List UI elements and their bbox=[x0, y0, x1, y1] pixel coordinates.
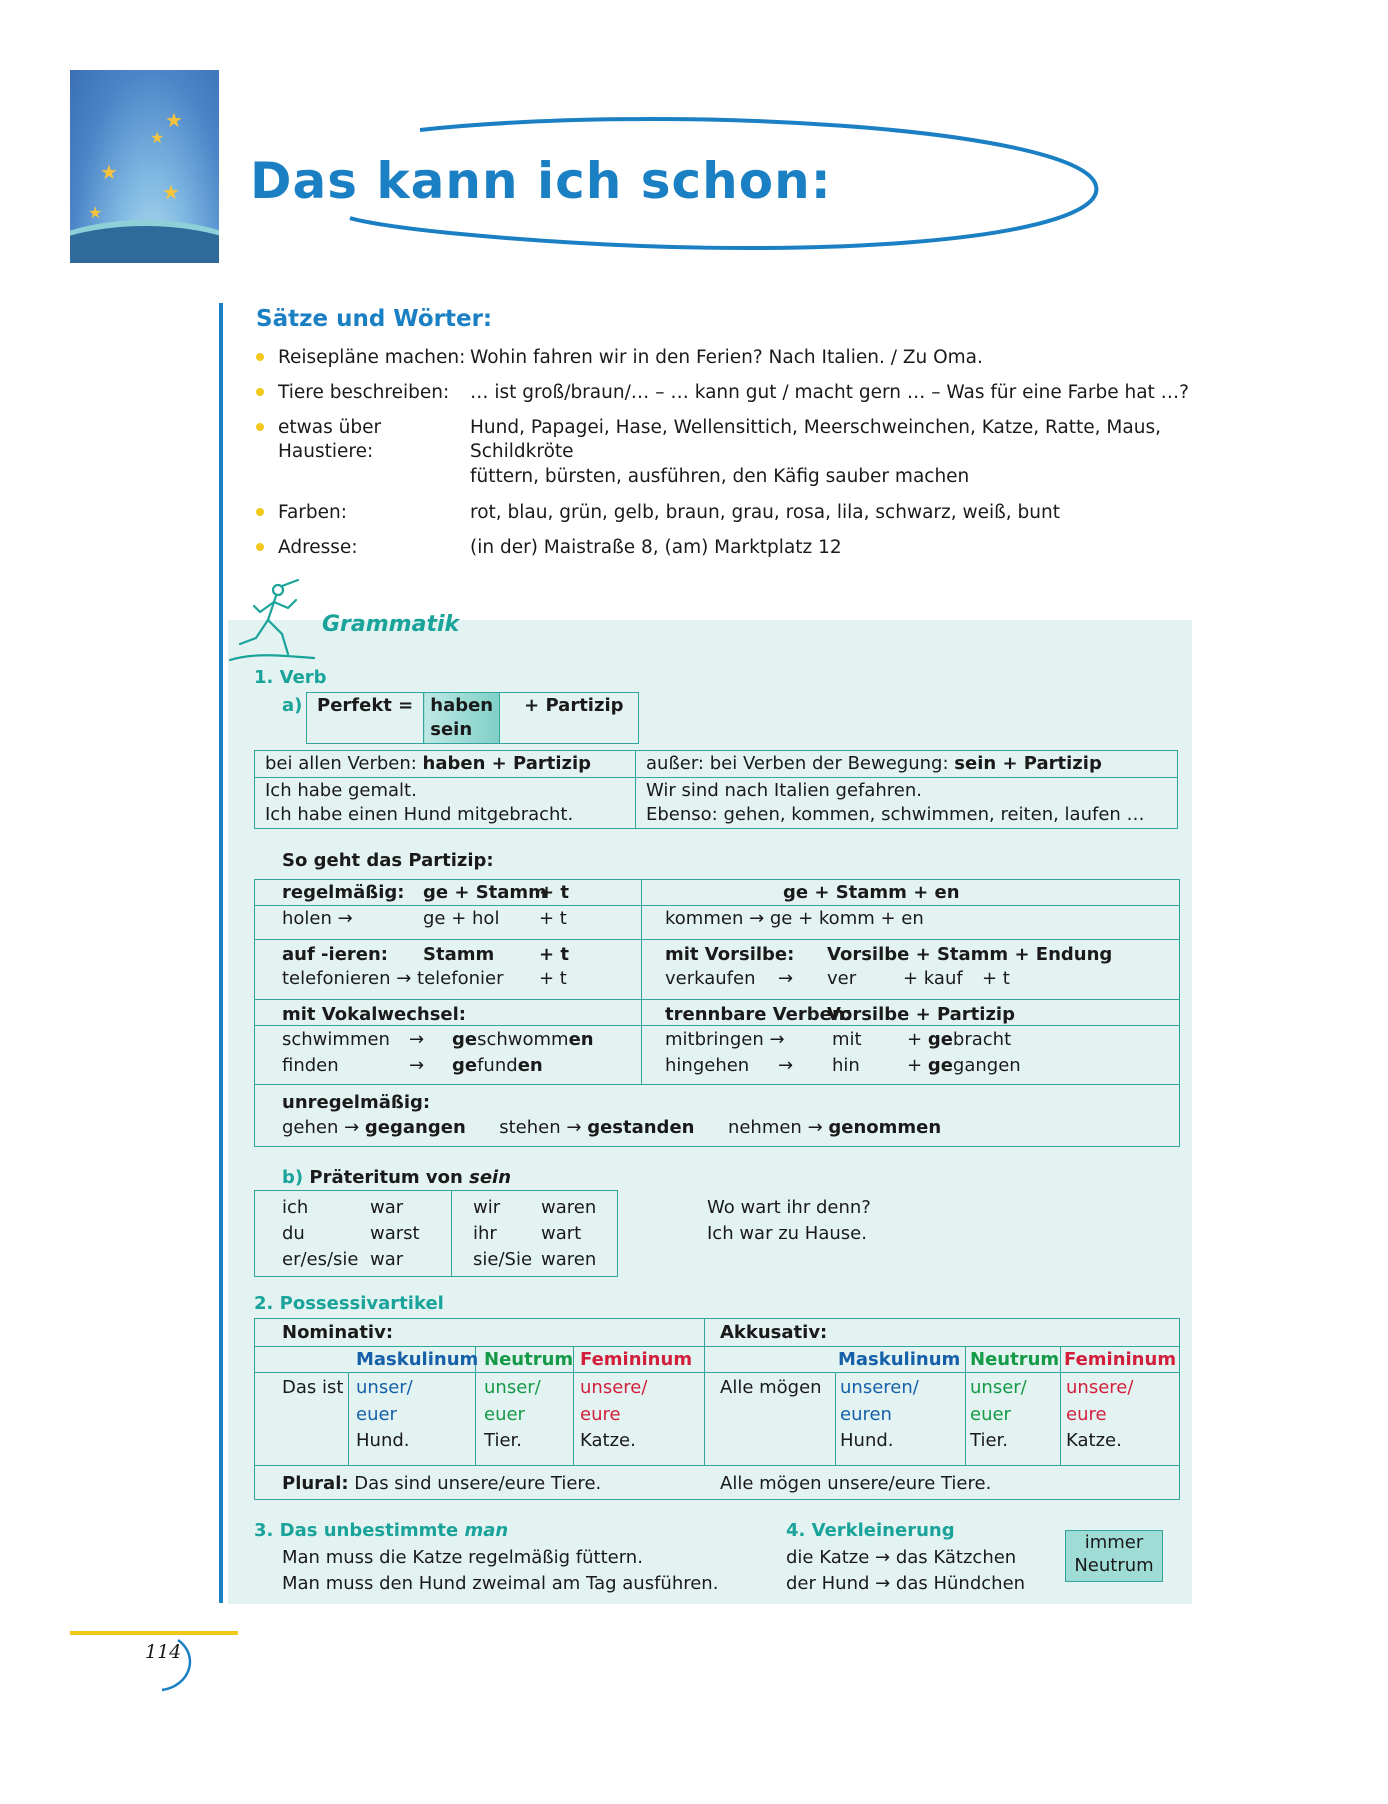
neutrum-note-box bbox=[1065, 1530, 1163, 1582]
divider bbox=[573, 1347, 574, 1465]
example-ver: ver bbox=[827, 968, 857, 989]
maskulinum-header: Maskulinum bbox=[838, 1349, 961, 1370]
akk-neut-form: euer bbox=[970, 1404, 1011, 1425]
verb-form: war bbox=[370, 1249, 404, 1270]
bullet-text: Hund, Papagei, Hase, Wellensittich, Meerschweinchen, Katze, Ratte, Maus, Schildkröte bbox=[470, 417, 1161, 462]
example-schwimmen: schwimmen bbox=[282, 1029, 390, 1050]
example-hin: hin bbox=[832, 1055, 860, 1076]
note-text: Neutrum bbox=[1074, 1555, 1154, 1576]
verb-form: warst bbox=[370, 1223, 420, 1244]
example-telefonieren: telefonieren → telefonier bbox=[282, 968, 504, 989]
verb-heading: 1. Verb bbox=[254, 667, 327, 688]
regular-en-formula: ge + Stamm + en bbox=[783, 882, 960, 903]
prefix-ge: ge bbox=[452, 1029, 478, 1050]
unreg-verb: nehmen → bbox=[727, 1117, 829, 1138]
akk-fem-noun: Katze. bbox=[1066, 1430, 1122, 1451]
suffix: en bbox=[568, 1029, 594, 1050]
man-heading bbox=[254, 1520, 508, 1541]
bullet-label: Tiere beschreiben: bbox=[278, 382, 450, 403]
pronoun: du bbox=[282, 1223, 305, 1244]
bullet-label: Adresse: bbox=[278, 537, 358, 558]
prefix-ge: ge bbox=[927, 1055, 953, 1076]
nom-mask-form: unser/ bbox=[356, 1377, 413, 1398]
star-icon: ★ bbox=[100, 160, 118, 184]
pronoun: ihr bbox=[473, 1223, 497, 1244]
example-mitbringen: mitbringen → bbox=[665, 1029, 785, 1050]
globe-arc bbox=[70, 220, 219, 263]
arrow: → bbox=[778, 968, 794, 989]
unreg-partizip: gestanden bbox=[587, 1117, 695, 1138]
plural-row bbox=[282, 1472, 601, 1496]
unreg-examples bbox=[282, 1116, 941, 1140]
left-head-text: bei allen Verben: bbox=[265, 753, 423, 774]
partizip-label: + Partizip bbox=[500, 693, 638, 744]
plus: + bbox=[907, 1055, 928, 1076]
arrow: → bbox=[409, 1029, 425, 1050]
prefix-ge: ge bbox=[452, 1055, 478, 1076]
example-text: Wo wart ihr denn? bbox=[707, 1197, 871, 1218]
plus: + bbox=[907, 1029, 928, 1050]
akk-fem-form: unsere/ bbox=[1066, 1377, 1134, 1398]
prefix-ge: ge bbox=[927, 1029, 953, 1050]
bullet-dot bbox=[256, 543, 264, 551]
example-kauf-t: + t bbox=[982, 968, 1010, 989]
partizip-heading: So geht das Partizip: bbox=[282, 850, 494, 871]
regular-formula: ge + Stamm bbox=[423, 882, 547, 903]
star-icon: ★ bbox=[150, 128, 165, 147]
example-text: Man muss die Katze regelmäßig füttern. bbox=[282, 1547, 643, 1568]
example-text: Ebenso: gehen, kommen, schwimmen, reiten, laufen … bbox=[646, 804, 1145, 825]
bullet-text: Wohin fahren wir in den Ferien? Nach Italien. / Zu Oma. bbox=[470, 347, 983, 368]
femininum-header: Femininum bbox=[580, 1349, 693, 1370]
bullet-label: Farben: bbox=[278, 502, 347, 523]
regular-t: + t bbox=[539, 882, 569, 903]
verb-form: waren bbox=[541, 1249, 597, 1270]
grammar-title bbox=[322, 612, 459, 637]
perfekt-table bbox=[306, 692, 639, 744]
haben-sein-cell bbox=[424, 693, 500, 744]
divider bbox=[255, 999, 1179, 1000]
vorsilbe-formula: Vorsilbe + Stamm + Endung bbox=[827, 944, 1113, 965]
akk-neut-form: unser/ bbox=[970, 1377, 1027, 1398]
example-holen: holen → bbox=[282, 908, 353, 929]
pronoun: sie/Sie bbox=[473, 1249, 533, 1270]
nom-fem-form: unsere/ bbox=[580, 1377, 648, 1398]
example-mit: mit bbox=[832, 1029, 862, 1050]
bullet-dot bbox=[256, 508, 264, 516]
divider bbox=[255, 939, 1179, 940]
stem: schwomm bbox=[477, 1029, 569, 1050]
arrow: → bbox=[778, 1055, 794, 1076]
pronoun: wir bbox=[473, 1197, 501, 1218]
left-examples bbox=[255, 778, 636, 829]
ieren-stamm: Stamm bbox=[423, 944, 495, 965]
right-examples bbox=[636, 778, 1178, 829]
akk-mask-noun: Hund. bbox=[840, 1430, 894, 1451]
page-number: 114 bbox=[145, 1641, 182, 1663]
bullet-text: … ist groß/braun/… – … kann gut / macht gern … – Was für eine Farbe hat …? bbox=[470, 382, 1189, 403]
pronoun: ich bbox=[282, 1197, 309, 1218]
example-kommen: kommen → ge + komm + en bbox=[665, 908, 924, 929]
divider bbox=[255, 1346, 1179, 1347]
neutrum-header: Neutrum bbox=[484, 1349, 574, 1370]
right-head bbox=[636, 751, 1178, 778]
example-hingehen: hingehen bbox=[665, 1055, 750, 1076]
unreg-partizip: genommen bbox=[828, 1117, 942, 1138]
pronoun: er/es/sie bbox=[282, 1249, 359, 1270]
akk-fem-form: eure bbox=[1066, 1404, 1107, 1425]
perfekt-label: Perfekt = bbox=[307, 693, 424, 744]
example-text: der Hund → das Hündchen bbox=[786, 1573, 1026, 1594]
praeteritum-heading-em: sein bbox=[469, 1167, 512, 1188]
star-icon: ★ bbox=[162, 180, 180, 204]
example-kauf: + kauf bbox=[903, 968, 963, 989]
star-icon: ★ bbox=[88, 203, 103, 222]
verb-form: wart bbox=[541, 1223, 582, 1244]
regular-label: regelmäßig: bbox=[282, 882, 405, 903]
suffix: en bbox=[517, 1055, 543, 1076]
divider bbox=[451, 1191, 452, 1276]
note-text: immer bbox=[1084, 1532, 1144, 1553]
divider bbox=[1060, 1347, 1061, 1465]
verb-form: waren bbox=[541, 1197, 597, 1218]
example-text: Wir sind nach Italien gefahren. bbox=[646, 780, 923, 801]
divider bbox=[835, 1372, 836, 1465]
example-text: die Katze → das Kätzchen bbox=[786, 1547, 1017, 1568]
right-head-bold: sein + Partizip bbox=[954, 753, 1102, 774]
b-label: b) bbox=[282, 1167, 304, 1188]
partizip-gegangen bbox=[907, 1054, 1021, 1078]
nominativ-label: Nominativ: bbox=[282, 1322, 394, 1343]
akk-mask-form: unseren/ bbox=[840, 1377, 919, 1398]
verb-form: war bbox=[370, 1197, 404, 1218]
example-telefonieren-t: + t bbox=[539, 968, 567, 989]
possessiv-heading: 2. Possessivartikel bbox=[254, 1293, 444, 1314]
section-heading: Sätze und Wörter: bbox=[256, 306, 493, 332]
example-verkaufen: verkaufen bbox=[665, 968, 756, 989]
example-text: Man muss den Hund zweimal am Tag ausführen. bbox=[282, 1573, 719, 1594]
nom-neut-form: euer bbox=[484, 1404, 525, 1425]
bullet-label: Reisepläne machen: bbox=[278, 347, 466, 368]
page-title: Das kann ich schon: bbox=[250, 152, 832, 210]
nom-fem-form: eure bbox=[580, 1404, 621, 1425]
ieren-t: + t bbox=[539, 944, 569, 965]
partizip-gebracht bbox=[907, 1028, 1011, 1052]
divider bbox=[965, 1347, 966, 1465]
left-head-bold: haben + Partizip bbox=[422, 753, 592, 774]
bullet-text: (in der) Maistraße 8, (am) Marktplatz 12 bbox=[470, 537, 842, 558]
divider bbox=[704, 1319, 705, 1465]
trenn-formula: Vorsilbe + Partizip bbox=[827, 1004, 1015, 1025]
stem: gangen bbox=[952, 1055, 1021, 1076]
vokal-label: mit Vokalwechsel: bbox=[282, 1004, 467, 1025]
plural-label: Plural: bbox=[282, 1473, 349, 1494]
maskulinum-header: Maskulinum bbox=[356, 1349, 479, 1370]
ieren-label: auf -ieren: bbox=[282, 944, 389, 965]
bullet-label: etwas über Haustiere: bbox=[278, 417, 382, 462]
arrow: → bbox=[409, 1055, 425, 1076]
unreg-verb: gehen → bbox=[282, 1117, 365, 1138]
bullet-dot bbox=[256, 423, 264, 431]
neutrum-header: Neutrum bbox=[970, 1349, 1060, 1370]
star-icon: ★ bbox=[165, 108, 183, 132]
nom-mask-form: euer bbox=[356, 1404, 397, 1425]
stem: fund bbox=[477, 1055, 518, 1076]
a-label: a) bbox=[282, 695, 303, 716]
unreg-label: unregelmäßig: bbox=[282, 1092, 431, 1113]
example-holen-ge: ge + hol bbox=[423, 908, 500, 929]
divider bbox=[348, 1372, 349, 1465]
footer-line bbox=[70, 1631, 238, 1635]
sein-text: sein bbox=[430, 719, 473, 740]
example-text: Ich habe einen Hund mitgebracht. bbox=[265, 804, 574, 825]
example-finden: finden bbox=[282, 1055, 339, 1076]
man-heading-em: man bbox=[464, 1520, 509, 1541]
plural-example: Alle mögen unsere/eure Tiere. bbox=[720, 1473, 992, 1494]
divider bbox=[255, 905, 1179, 906]
bullet-dot bbox=[256, 388, 264, 396]
example-text: Ich habe gemalt. bbox=[265, 780, 417, 801]
stem: bracht bbox=[952, 1029, 1012, 1050]
left-rule bbox=[219, 303, 223, 1603]
nom-neut-noun: Tier. bbox=[484, 1430, 522, 1451]
alle-moegen-label: Alle mögen bbox=[720, 1377, 822, 1398]
unreg-verb: stehen → bbox=[499, 1117, 588, 1138]
verkleinerung-heading: 4. Verkleinerung bbox=[786, 1520, 955, 1541]
praeteritum-heading bbox=[282, 1167, 511, 1188]
nom-mask-noun: Hund. bbox=[356, 1430, 410, 1451]
nom-fem-noun: Katze. bbox=[580, 1430, 636, 1451]
runner-icon bbox=[226, 578, 316, 668]
bullet-dot bbox=[256, 353, 264, 361]
right-head-text: außer: bei Verben der Bewegung: bbox=[646, 753, 955, 774]
example-text: Ich war zu Hause. bbox=[707, 1223, 867, 1244]
trenn-label: trennbare Verben: bbox=[665, 1004, 852, 1025]
haben-sein-table bbox=[254, 750, 1178, 829]
left-head bbox=[255, 751, 636, 778]
nom-neut-form: unser/ bbox=[484, 1377, 541, 1398]
corner-illustration bbox=[70, 70, 219, 263]
vorsilbe-label: mit Vorsilbe: bbox=[665, 944, 795, 965]
example-holen-t: + t bbox=[539, 908, 567, 929]
akkusativ-label: Akkusativ: bbox=[720, 1322, 828, 1343]
unreg-partizip: gegangen bbox=[364, 1117, 466, 1138]
grammar-title-text: Grammatik bbox=[322, 612, 460, 637]
femininum-header: Femininum bbox=[1064, 1349, 1177, 1370]
partizip-geschwommen bbox=[452, 1028, 594, 1052]
bullet-text: füttern, bürsten, ausführen, den Käfig sauber machen bbox=[470, 466, 970, 487]
haben-text: haben bbox=[430, 695, 494, 716]
divider bbox=[255, 1465, 1179, 1466]
praeteritum-heading-text: Präteritum von bbox=[309, 1167, 470, 1188]
divider bbox=[255, 1372, 1179, 1373]
das-ist-label: Das ist bbox=[282, 1377, 344, 1398]
plural-example: Das sind unsere/eure Tiere. bbox=[348, 1473, 602, 1494]
akk-neut-noun: Tier. bbox=[970, 1430, 1008, 1451]
akk-mask-form: euren bbox=[840, 1404, 892, 1425]
man-heading-text: 3. Das unbestimmte bbox=[254, 1520, 465, 1541]
bullet-text: rot, blau, grün, gelb, braun, grau, rosa, lila, schwarz, weiß, bunt bbox=[470, 502, 1061, 523]
partizip-gefunden bbox=[452, 1054, 543, 1078]
